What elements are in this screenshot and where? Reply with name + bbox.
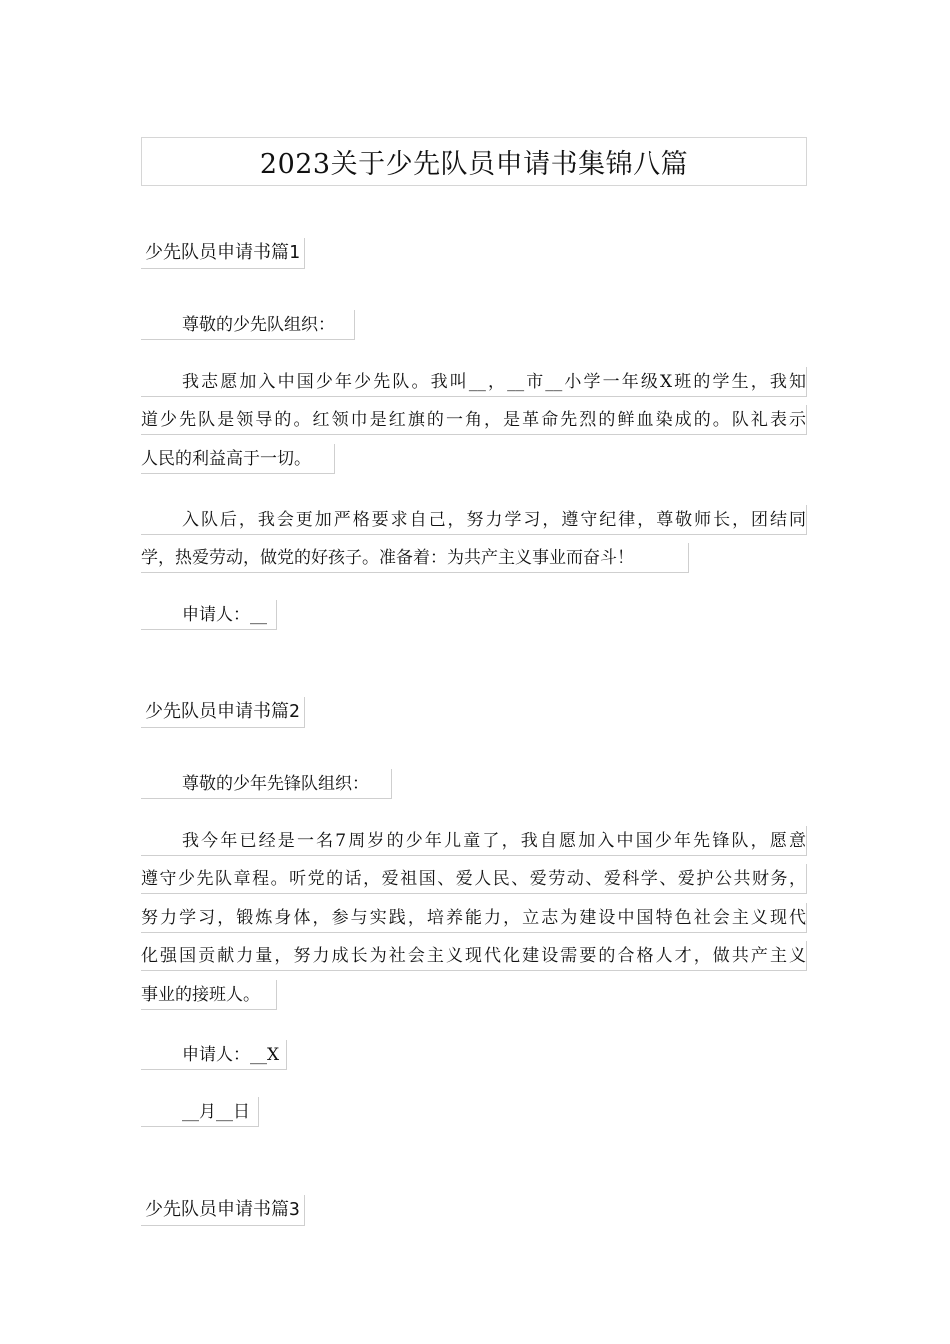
- applicant-1: 申请人：__: [141, 600, 277, 630]
- paragraph-line: 我今年已经是一名7周岁的少年儿童了，我自愿加入中国少年先锋队，愿意: [141, 826, 807, 856]
- paragraph-line: 入队后，我会更加严格要求自己，努力学习，遵守纪律，尊敬师长，团结同: [141, 505, 807, 535]
- paragraph-line: 我志愿加入中国少年少先队。我叫__，__市__小学一年级X班的学生，我知: [141, 367, 807, 397]
- section-heading-1: 少先队员申请书篇1: [141, 238, 305, 269]
- paragraph-line: 化强国贡献力量，努力成长为社会主义现代化建设需要的合格人才，做共产主义: [141, 941, 807, 971]
- section-heading-3: 少先队员申请书篇3: [141, 1195, 305, 1226]
- paragraph-line: 人民的利益高于一切。: [141, 444, 335, 474]
- salutation-1: 尊敬的少先队组织：: [141, 310, 355, 340]
- applicant-2: 申请人：__X: [141, 1040, 287, 1070]
- date-2: __月__日: [141, 1097, 259, 1127]
- paragraph-line: 遵守少先队章程。听党的话，爱祖国、爱人民、爱劳动、爱科学、爱护公共财务，: [141, 864, 807, 894]
- paragraph-line: 努力学习，锻炼身体，参与实践，培养能力，立志为建设中国特色社会主义现代: [141, 903, 807, 933]
- section-heading-2: 少先队员申请书篇2: [141, 697, 305, 728]
- paragraph-line: 道少先队是领导的。红领巾是红旗的一角，是革命先烈的鲜血染成的。队礼表示: [141, 405, 807, 435]
- paragraph-line: 学，热爱劳动，做党的好孩子。准备着：为共产主义事业而奋斗！: [141, 543, 689, 573]
- salutation-2: 尊敬的少年先锋队组织：: [141, 769, 392, 799]
- document-title: 2023关于少先队员申请书集锦八篇: [141, 137, 807, 186]
- paragraph-line: 事业的接班人。: [141, 980, 277, 1010]
